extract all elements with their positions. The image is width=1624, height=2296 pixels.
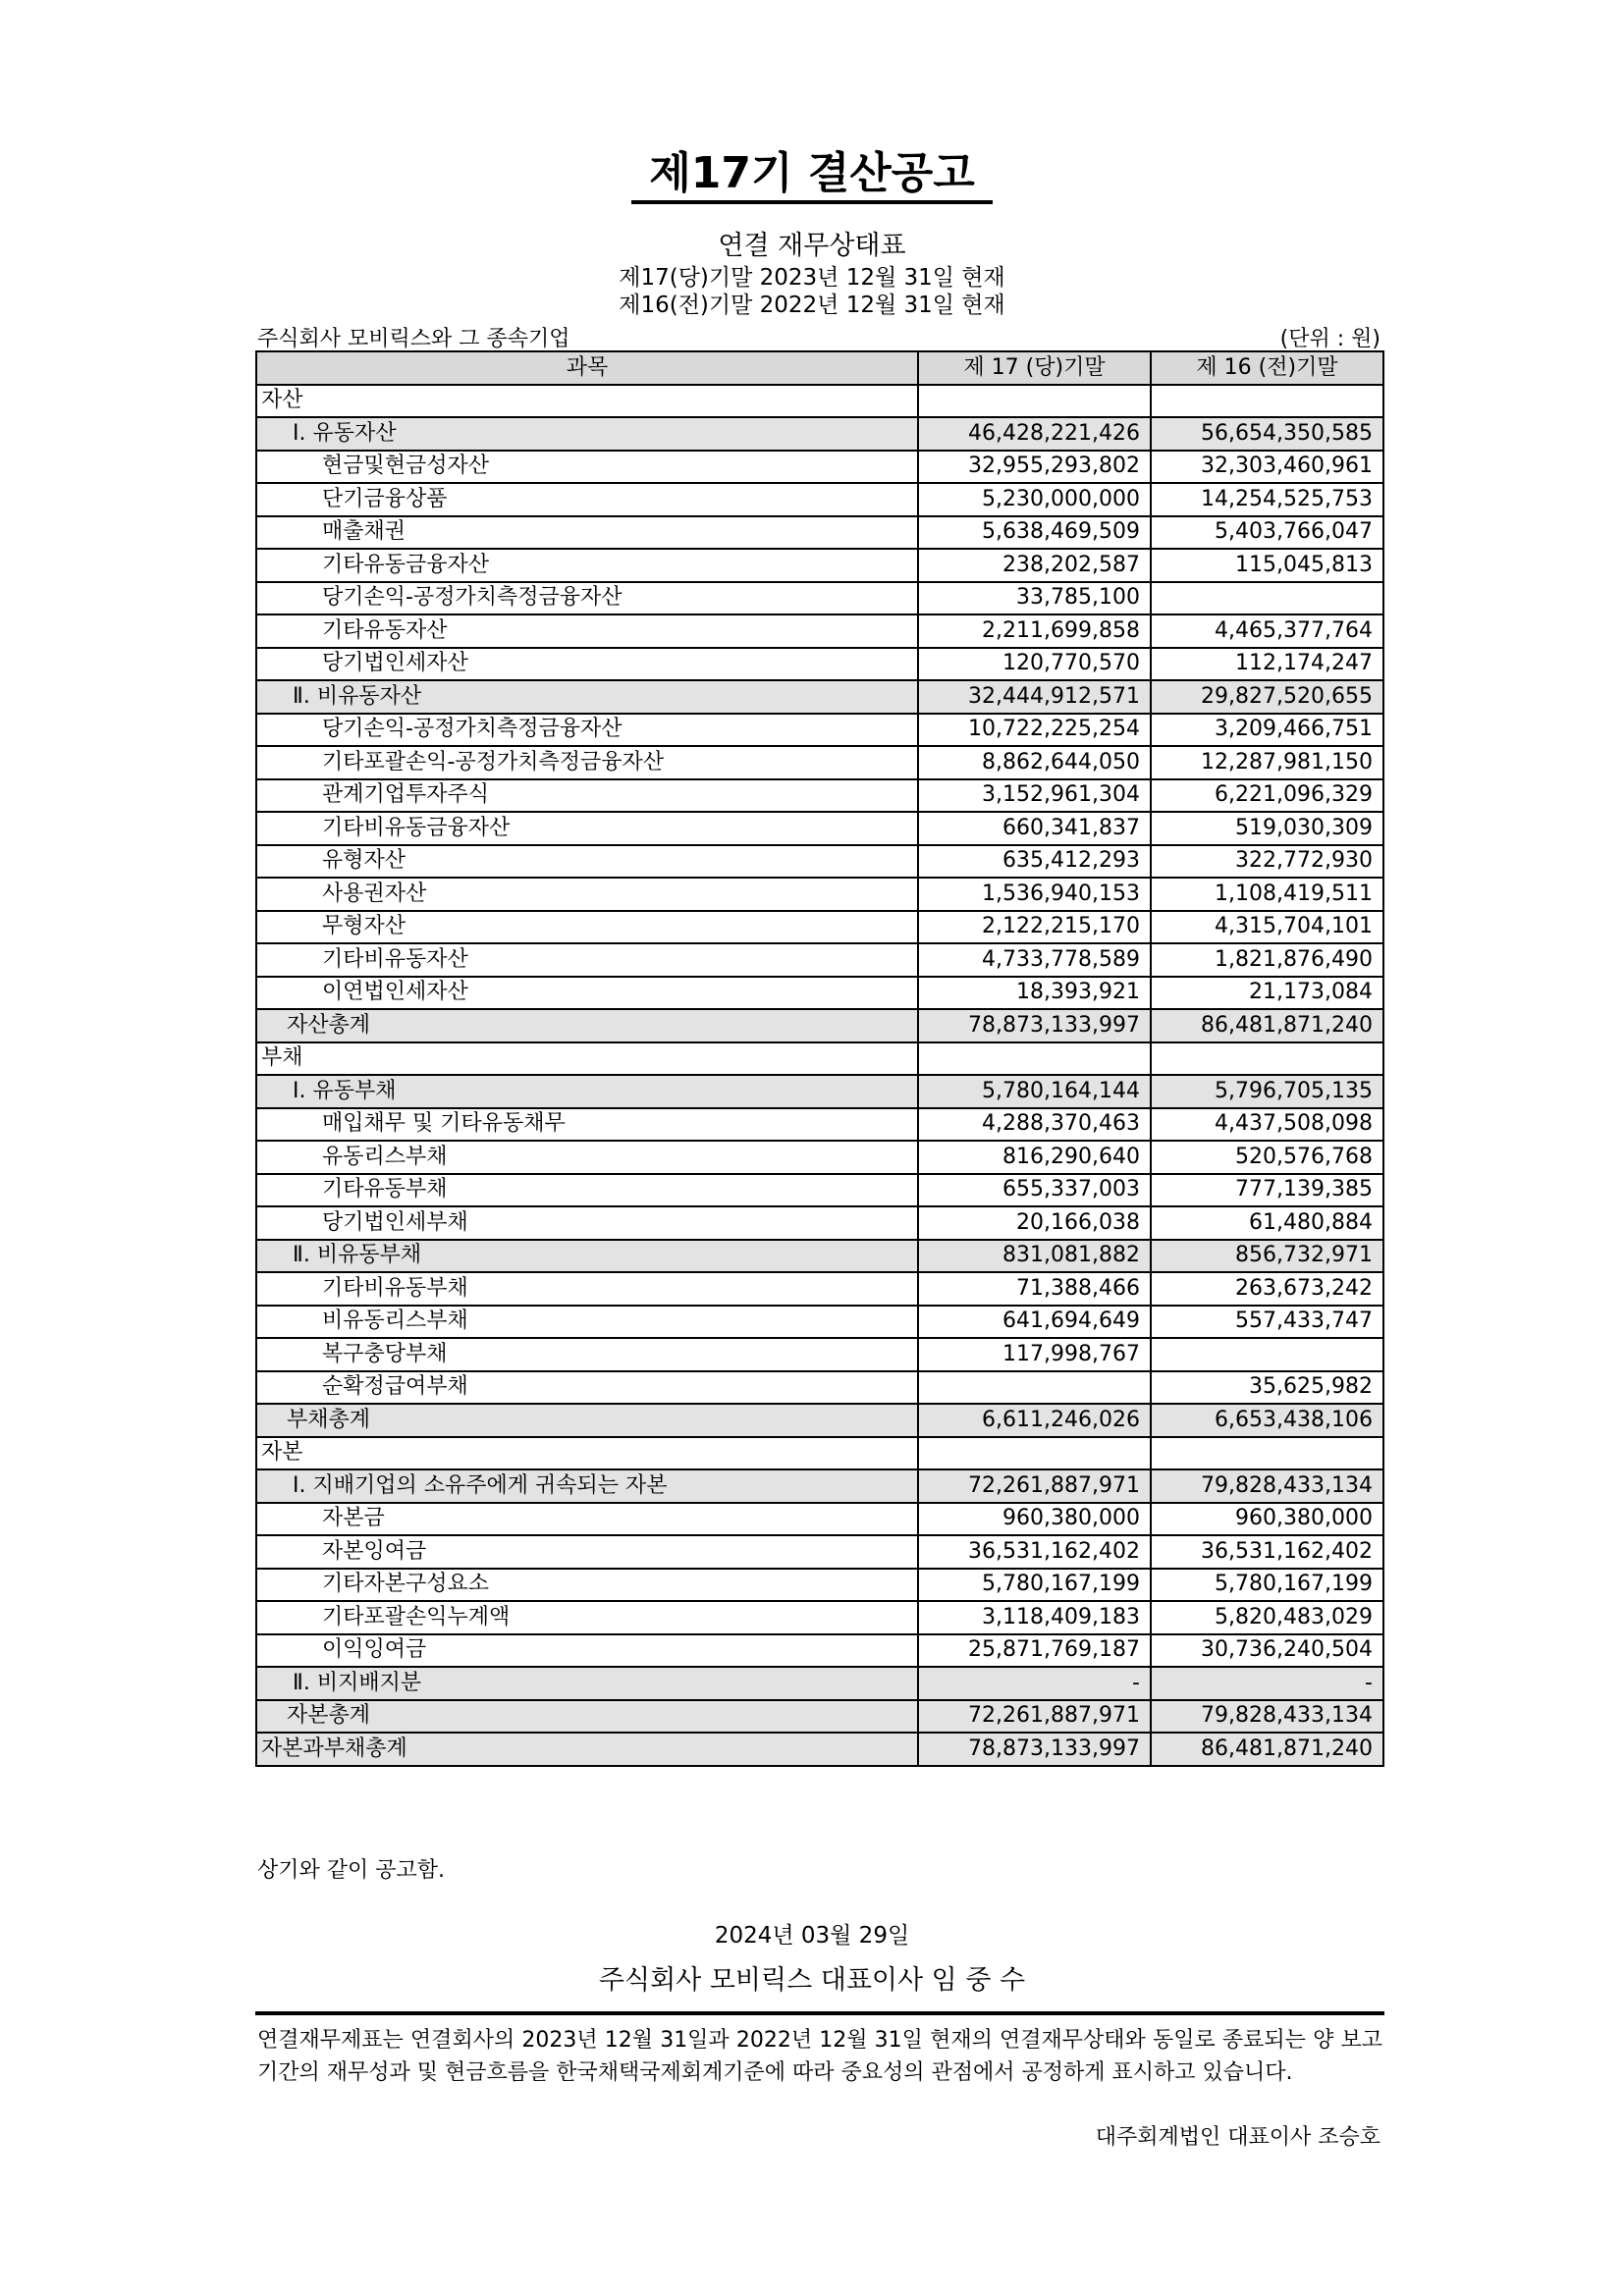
account-label: 기타비유동자산 [256, 943, 918, 977]
table-row [256, 1469, 1383, 1503]
table-row [256, 1404, 1383, 1437]
prior-period-value: 79,828,433,134 [1151, 1469, 1383, 1503]
prior-period-value: 519,030,309 [1151, 812, 1383, 845]
table-row [256, 911, 1383, 944]
account-label: Ⅱ. 비지배지분 [256, 1667, 918, 1700]
current-period-value: 2,122,215,170 [918, 911, 1151, 944]
current-period-value: 655,337,003 [918, 1174, 1151, 1207]
current-period-value: 4,733,778,589 [918, 943, 1151, 977]
prior-period-value: 5,796,705,135 [1151, 1075, 1383, 1108]
table-row [256, 680, 1383, 714]
account-label: 자산 [256, 385, 918, 418]
current-period-value: 4,288,370,463 [918, 1108, 1151, 1142]
page-title: 제17기 결산공고 [0, 137, 1624, 200]
header-current-period: 제 17 (당)기말 [918, 351, 1151, 385]
current-period-value: 18,393,921 [918, 977, 1151, 1010]
current-period-value: 641,694,649 [918, 1306, 1151, 1339]
table-row [256, 549, 1383, 582]
table-row [256, 1240, 1383, 1273]
current-period-value: 33,785,100 [918, 582, 1151, 615]
current-period-value: 32,444,912,571 [918, 680, 1151, 714]
account-label: 기타유동부채 [256, 1174, 918, 1207]
account-label: Ⅰ. 유동부채 [256, 1075, 918, 1108]
current-period-value: 5,780,167,199 [918, 1569, 1151, 1602]
balance-sheet-table [255, 350, 1384, 1767]
table-row [256, 977, 1383, 1010]
header-account: 과목 [256, 351, 918, 385]
table-row [256, 451, 1383, 484]
prior-period-value: 6,221,096,329 [1151, 779, 1383, 813]
account-label: 부채총계 [256, 1404, 918, 1437]
table-row [256, 385, 1383, 418]
prior-period-value: 263,673,242 [1151, 1272, 1383, 1306]
current-period-value: 6,611,246,026 [918, 1404, 1151, 1437]
current-period-value: 660,341,837 [918, 812, 1151, 845]
table-row [256, 1601, 1383, 1634]
table-row [256, 812, 1383, 845]
prior-period-value: 35,625,982 [1151, 1371, 1383, 1405]
current-period-value: 78,873,133,997 [918, 1733, 1151, 1766]
prior-period-value: 520,576,768 [1151, 1141, 1383, 1174]
current-period-value [918, 1042, 1151, 1076]
current-period-value: 5,230,000,000 [918, 483, 1151, 516]
account-label: 단기금융상품 [256, 483, 918, 516]
table-row [256, 1108, 1383, 1142]
account-label: 현금및현금성자산 [256, 451, 918, 484]
current-period-value: 71,388,466 [918, 1272, 1151, 1306]
prior-period-value: 86,481,871,240 [1151, 1009, 1383, 1042]
current-period-value: 3,152,961,304 [918, 779, 1151, 813]
prior-period-value: 5,780,167,199 [1151, 1569, 1383, 1602]
table-row [256, 1042, 1383, 1076]
account-label: 사용권자산 [256, 878, 918, 911]
table-row [256, 1009, 1383, 1042]
prior-period-value: 112,174,247 [1151, 648, 1383, 681]
period-prior: 제16(전)기말 2022년 12월 31일 현재 [619, 293, 1005, 318]
prior-period-value: 36,531,162,402 [1151, 1535, 1383, 1569]
table-row [256, 746, 1383, 779]
table-row [256, 943, 1383, 977]
prior-period-value: 61,480,884 [1151, 1206, 1383, 1240]
table-row [256, 1535, 1383, 1569]
account-label: 관계기업투자주식 [256, 779, 918, 813]
table-row [256, 1306, 1383, 1339]
table-row [256, 1667, 1383, 1700]
account-label: 이익잉여금 [256, 1634, 918, 1668]
table-row [256, 878, 1383, 911]
table-row [256, 779, 1383, 813]
current-period-value: 32,955,293,802 [918, 451, 1151, 484]
prior-period-value [1151, 1042, 1383, 1076]
table-row [256, 483, 1383, 516]
table-row [256, 1733, 1383, 1766]
account-label: Ⅱ. 비유동부채 [256, 1240, 918, 1273]
prior-period-value: 86,481,871,240 [1151, 1733, 1383, 1766]
table-row [256, 1700, 1383, 1734]
table-row [256, 1437, 1383, 1470]
account-label: 비유동리스부채 [256, 1306, 918, 1339]
account-label: 자본총계 [256, 1700, 918, 1734]
prior-period-value: 322,772,930 [1151, 845, 1383, 879]
account-label: 매출채권 [256, 516, 918, 550]
table-row [256, 1272, 1383, 1306]
current-period-value [918, 1371, 1151, 1405]
table-body [256, 385, 1383, 1766]
period-current: 제17(당)기말 2023년 12월 31일 현재 [619, 265, 1005, 291]
header-prior-period: 제 16 (전)기말 [1151, 351, 1383, 385]
prior-period-value: 1,108,419,511 [1151, 878, 1383, 911]
current-period-value: 831,081,882 [918, 1240, 1151, 1273]
current-period-value: 3,118,409,183 [918, 1601, 1151, 1634]
table-row [256, 614, 1383, 648]
unit-label: (단위 : 원) [1279, 327, 1380, 351]
account-label: 이연법인세자산 [256, 977, 918, 1010]
account-label: 기타포괄손익누계액 [256, 1601, 918, 1634]
table-row [256, 845, 1383, 879]
current-period-value: 2,211,699,858 [918, 614, 1151, 648]
current-period-value: - [918, 1667, 1151, 1700]
prior-period-value: 557,433,747 [1151, 1306, 1383, 1339]
table-row [256, 417, 1383, 451]
account-label: 자본 [256, 1437, 918, 1470]
current-period-value: 20,166,038 [918, 1206, 1151, 1240]
current-period-value: 117,998,767 [918, 1338, 1151, 1371]
current-period-value [918, 385, 1151, 418]
prior-period-value: 29,827,520,655 [1151, 680, 1383, 714]
prior-period-value: 960,380,000 [1151, 1503, 1383, 1536]
prior-period-value [1151, 1338, 1383, 1371]
table-row [256, 1371, 1383, 1405]
prior-period-value: 115,045,813 [1151, 549, 1383, 582]
prior-period-value: 21,173,084 [1151, 977, 1383, 1010]
table-row [256, 648, 1383, 681]
account-label: 당기법인세부채 [256, 1206, 918, 1240]
prior-period-value: 56,654,350,585 [1151, 417, 1383, 451]
account-label: 순확정급여부채 [256, 1371, 918, 1405]
table-row [256, 1174, 1383, 1207]
current-period-value: 635,412,293 [918, 845, 1151, 879]
prior-period-value: 12,287,981,150 [1151, 746, 1383, 779]
table-row [256, 516, 1383, 550]
account-label: 기타자본구성요소 [256, 1569, 918, 1602]
account-label: 부채 [256, 1042, 918, 1076]
prior-period-value: 30,736,240,504 [1151, 1634, 1383, 1668]
statement-title: 연결 재무상태표 [718, 231, 906, 261]
current-period-value: 25,871,769,187 [918, 1634, 1151, 1668]
account-label: 유형자산 [256, 845, 918, 879]
account-label: 당기손익-공정가치측정금융자산 [256, 582, 918, 615]
account-label: 무형자산 [256, 911, 918, 944]
current-period-value: 816,290,640 [918, 1141, 1151, 1174]
current-period-value [918, 1437, 1151, 1470]
prior-period-value: 5,403,766,047 [1151, 516, 1383, 550]
prior-period-value: 4,315,704,101 [1151, 911, 1383, 944]
current-period-value: 36,531,162,402 [918, 1535, 1151, 1569]
announce-date: 2024년 03월 29일 [714, 1923, 910, 1949]
prior-period-value [1151, 1437, 1383, 1470]
prior-period-value: 6,653,438,106 [1151, 1404, 1383, 1437]
account-label: 기타비유동부채 [256, 1272, 918, 1306]
divider [255, 2011, 1384, 2015]
table-row [256, 1569, 1383, 1602]
account-label: 자산총계 [256, 1009, 918, 1042]
table-row [256, 1206, 1383, 1240]
auditor: 대주회계법인 대표이사 조승호 [1095, 2125, 1380, 2150]
current-period-value: 238,202,587 [918, 549, 1151, 582]
table-row [256, 1338, 1383, 1371]
account-label: 자본과부채총계 [256, 1733, 918, 1766]
account-label: 기타유동자산 [256, 614, 918, 648]
prior-period-value: 1,821,876,490 [1151, 943, 1383, 977]
current-period-value: 46,428,221,426 [918, 417, 1151, 451]
company-line: 주식회사 모비릭스와 그 종속기업 [257, 327, 570, 351]
account-label: 기타비유동금융자산 [256, 812, 918, 845]
audit-opinion: 연결재무제표는 연결회사의 2023년 12월 31일과 2022년 12월 31일 현재의 연결재무상태와 동일로 종료되는 양 보고기간의 재무성과 및 현금흐름을 한국채택국제회계기준에 따라 중요성의 관점에서 공정하게 표시하고 있습니다. [257, 2028, 1382, 2085]
prior-period-value: 856,732,971 [1151, 1240, 1383, 1273]
current-period-value: 78,873,133,997 [918, 1009, 1151, 1042]
current-period-value: 8,862,644,050 [918, 746, 1151, 779]
current-period-value: 120,770,570 [918, 648, 1151, 681]
account-label: 매입채무 및 기타유동채무 [256, 1108, 918, 1142]
prior-period-value: 4,437,508,098 [1151, 1108, 1383, 1142]
table-row [256, 1141, 1383, 1174]
current-period-value: 1,536,940,153 [918, 878, 1151, 911]
prior-period-value: 14,254,525,753 [1151, 483, 1383, 516]
table-row [256, 1634, 1383, 1668]
prior-period-value: 79,828,433,134 [1151, 1700, 1383, 1734]
current-period-value: 5,780,164,144 [918, 1075, 1151, 1108]
account-label: 기타유동금융자산 [256, 549, 918, 582]
prior-period-value: 5,820,483,029 [1151, 1601, 1383, 1634]
prior-period-value: - [1151, 1667, 1383, 1700]
prior-period-value [1151, 385, 1383, 418]
account-label: 자본금 [256, 1503, 918, 1536]
account-label: 유동리스부채 [256, 1141, 918, 1174]
account-label: 기타포괄손익-공정가치측정금융자산 [256, 746, 918, 779]
current-period-value: 72,261,887,971 [918, 1700, 1151, 1734]
prior-period-value [1151, 582, 1383, 615]
account-label: 당기손익-공정가치측정금융자산 [256, 714, 918, 747]
account-label: 복구충당부채 [256, 1338, 918, 1371]
account-label: Ⅱ. 비유동자산 [256, 680, 918, 714]
prior-period-value: 4,465,377,764 [1151, 614, 1383, 648]
table-row [256, 714, 1383, 747]
current-period-value: 10,722,225,254 [918, 714, 1151, 747]
table-row [256, 1075, 1383, 1108]
prior-period-value: 3,209,466,751 [1151, 714, 1383, 747]
current-period-value: 72,261,887,971 [918, 1469, 1151, 1503]
table-row [256, 582, 1383, 615]
table-row [256, 1503, 1383, 1536]
prior-period-value: 32,303,460,961 [1151, 451, 1383, 484]
signer: 주식회사 모비릭스 대표이사 임 중 수 [598, 1965, 1026, 1996]
prior-period-value: 777,139,385 [1151, 1174, 1383, 1207]
current-period-value: 960,380,000 [918, 1503, 1151, 1536]
account-label: 자본잉여금 [256, 1535, 918, 1569]
current-period-value: 5,638,469,509 [918, 516, 1151, 550]
closing-note: 상기와 같이 공고함. [257, 1858, 445, 1883]
account-label: Ⅰ. 지배기업의 소유주에게 귀속되는 자본 [256, 1469, 918, 1503]
table-header-row [256, 351, 1383, 385]
account-label: Ⅰ. 유동자산 [256, 417, 918, 451]
account-label: 당기법인세자산 [256, 648, 918, 681]
